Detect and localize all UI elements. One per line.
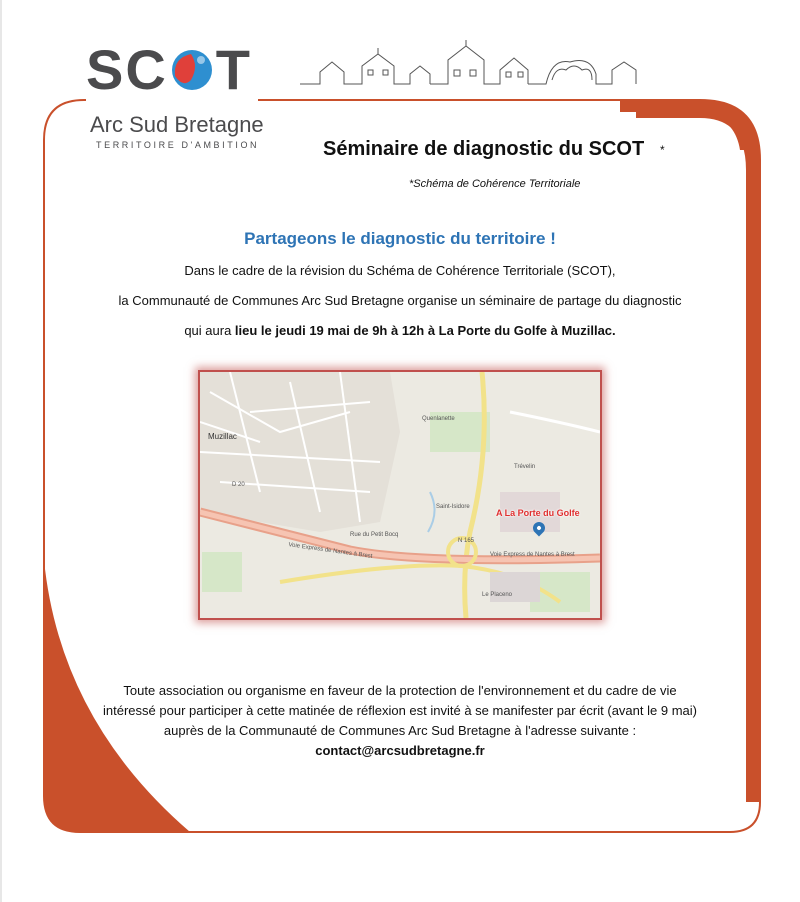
footer-line-2: intéressé pour participer à cette matinée de réflexion est invité à se manifester par écrit (avant le 9 mai) — [103, 703, 697, 718]
logo-globe-icon — [169, 45, 215, 91]
map-label-d20: D 20 — [232, 482, 245, 488]
logo-text-t: T — [215, 38, 253, 101]
title-footnote-marker: * — [660, 143, 665, 157]
intro-line-3 — [60, 323, 740, 338]
map-drawing — [200, 372, 600, 618]
map-label-n165: N 165 — [458, 538, 475, 544]
intro-line-2: la Communauté de Communes Arc Sud Bretagne organise un séminaire de partage du diagnostic — [118, 293, 682, 308]
footnote: *Schéma de Cohérence Territoriale — [409, 178, 581, 190]
map-label-voie-express-west: Voie Express de Nantes à Brest — [287, 542, 373, 560]
footer-line-3: auprès de la Communauté de Communes Arc Sud Bretagne à l'adresse suivante : — [163, 723, 637, 738]
subheading: Partageons le diagnostic du territoire ! — [244, 229, 556, 248]
intro-line-1: Dans le cadre de la révision du Schéma de Cohérence Territoriale (SCOT), — [184, 263, 616, 278]
intro-line-3-prefix: qui aura — [184, 323, 235, 338]
map-label-quenlanette: Quenlanette — [422, 416, 455, 422]
scot-logo — [86, 38, 253, 101]
logo-text-sc: SC — [86, 38, 168, 101]
page-title: Séminaire de diagnostic du SCOT — [323, 138, 645, 160]
map-label-saint-isidore: Saint-Isidore — [436, 504, 470, 510]
contact-email[interactable]: contact@arcsudbretagne.fr — [315, 743, 485, 758]
event-details: lieu le jeudi 19 mai de 9h à 12h à La Porte du Golfe à Muzillac. — [234, 323, 616, 338]
map-label-rue: Rue du Petit Bocq — [350, 532, 399, 538]
skyline-drawing — [300, 40, 636, 84]
logo-tagline: TERRITOIRE D'AMBITION — [96, 140, 260, 150]
location-map — [198, 370, 602, 620]
footer-line-1: Toute association ou organisme en faveur de la protection de l'environnement et du cadre de vie — [123, 683, 677, 698]
map-destination-label: A La Porte du Golfe — [496, 508, 580, 518]
map-label-le-placeno: Le Placeno — [482, 592, 513, 598]
map-label-voie-express-east: Voie Express de Nantes à Brest — [490, 552, 575, 558]
map-label-trevelin: Trévelin — [514, 464, 536, 470]
map-label-muzillac: Muzillac — [208, 432, 237, 441]
logo-subtitle: Arc Sud Bretagne — [90, 112, 264, 137]
